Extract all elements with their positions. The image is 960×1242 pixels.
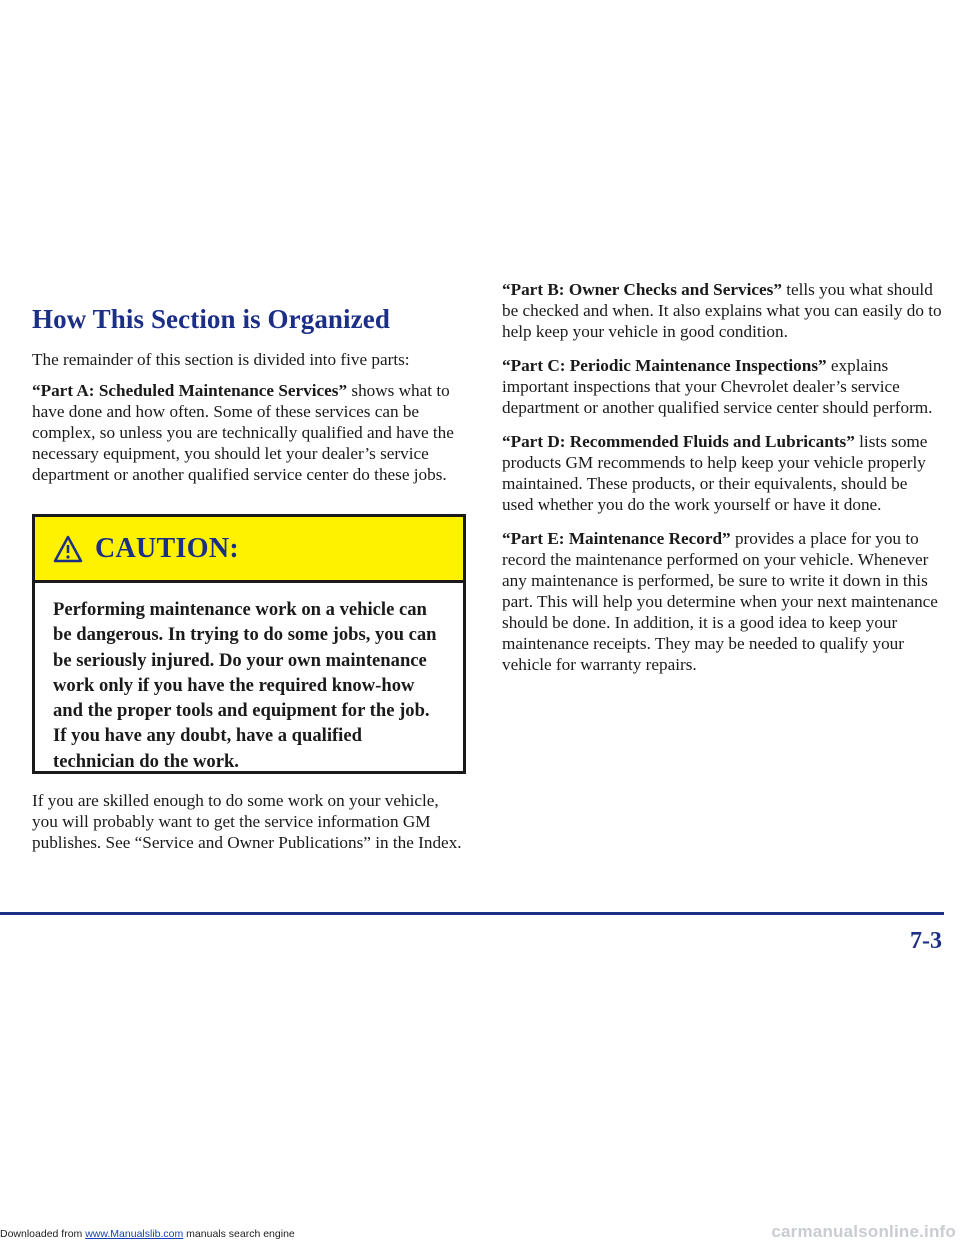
caution-text: Performing maintenance work on a vehicle can be dangerous. In trying to do some jobs, you can be seriously injured. Do your own maintenance work only if you have the required know-how and the proper tools and equipment for the job. If you have any doubt, have a qualified technician do the work.	[53, 599, 437, 772]
part-c-paragraph	[502, 355, 942, 418]
part-d-paragraph	[502, 431, 942, 515]
part-e-text: provides a place for you to record the maintenance performed on your vehicle. Whenever any maintenance is performed, be sure to write it down in this part. This will help you determine when your next maintenance should be done. In addition, it is a good idea to keep your maintenance receipts. They may be needed to qualify your vehicle for warranty repairs.	[502, 529, 938, 674]
section-heading: How This Section is Organized	[32, 304, 390, 334]
part-d-title: “Part D: Recommended Fluids and Lubricants”	[502, 432, 855, 451]
part-b-title: “Part B: Owner Checks and Services”	[502, 280, 782, 299]
skilled-paragraph: If you are skilled enough to do some work on your vehicle, you will probably want to get the service information GM publishes. See “Service and Owner Publications” in the Index.	[32, 791, 462, 852]
part-a-title: “Part A: Scheduled Maintenance Services”	[32, 381, 348, 400]
caution-title: CAUTION:	[95, 532, 239, 564]
part-c-text: explains important inspections that your Chevrolet dealer’s service department or another qualified service center should perform.	[502, 356, 933, 417]
right-column	[502, 279, 942, 675]
footer-rule	[0, 912, 944, 915]
part-d-text: lists some products GM recommends to help keep your vehicle properly maintained. These products, or their equivalents, should be used whether you do the work yourself or have it done.	[502, 432, 928, 514]
manualslib-link[interactable]: www.Manualslib.com	[85, 1228, 184, 1240]
part-e-title: “Part E: Maintenance Record”	[502, 529, 731, 548]
caution-header	[35, 517, 463, 583]
part-b-paragraph	[502, 279, 942, 342]
part-e-paragraph	[502, 528, 942, 675]
watermark: carmanualsonline.info	[771, 1222, 956, 1241]
caution-box	[32, 514, 466, 774]
download-suffix: manuals search engine	[183, 1228, 295, 1240]
part-a-text: shows what to have done and how often. Some of these services can be complex, so unless you are technically qualified and have the necessary equipment, you should let your dealer’s service department or another qualified service center do these jobs.	[32, 381, 454, 484]
download-prefix: Downloaded from	[0, 1228, 86, 1240]
part-b-text: tells you what should be checked and when. It also explains what you can easily do to help keep your vehicle in good condition.	[502, 280, 942, 341]
download-banner	[0, 1228, 295, 1240]
page-number: 7-3	[910, 928, 942, 954]
part-c-title: “Part C: Periodic Maintenance Inspections”	[502, 356, 827, 375]
left-column	[32, 304, 468, 485]
part-a-paragraph	[32, 380, 468, 485]
warning-triangle-icon	[53, 535, 83, 563]
intro-paragraph: The remainder of this section is divided into five parts:	[32, 350, 410, 369]
